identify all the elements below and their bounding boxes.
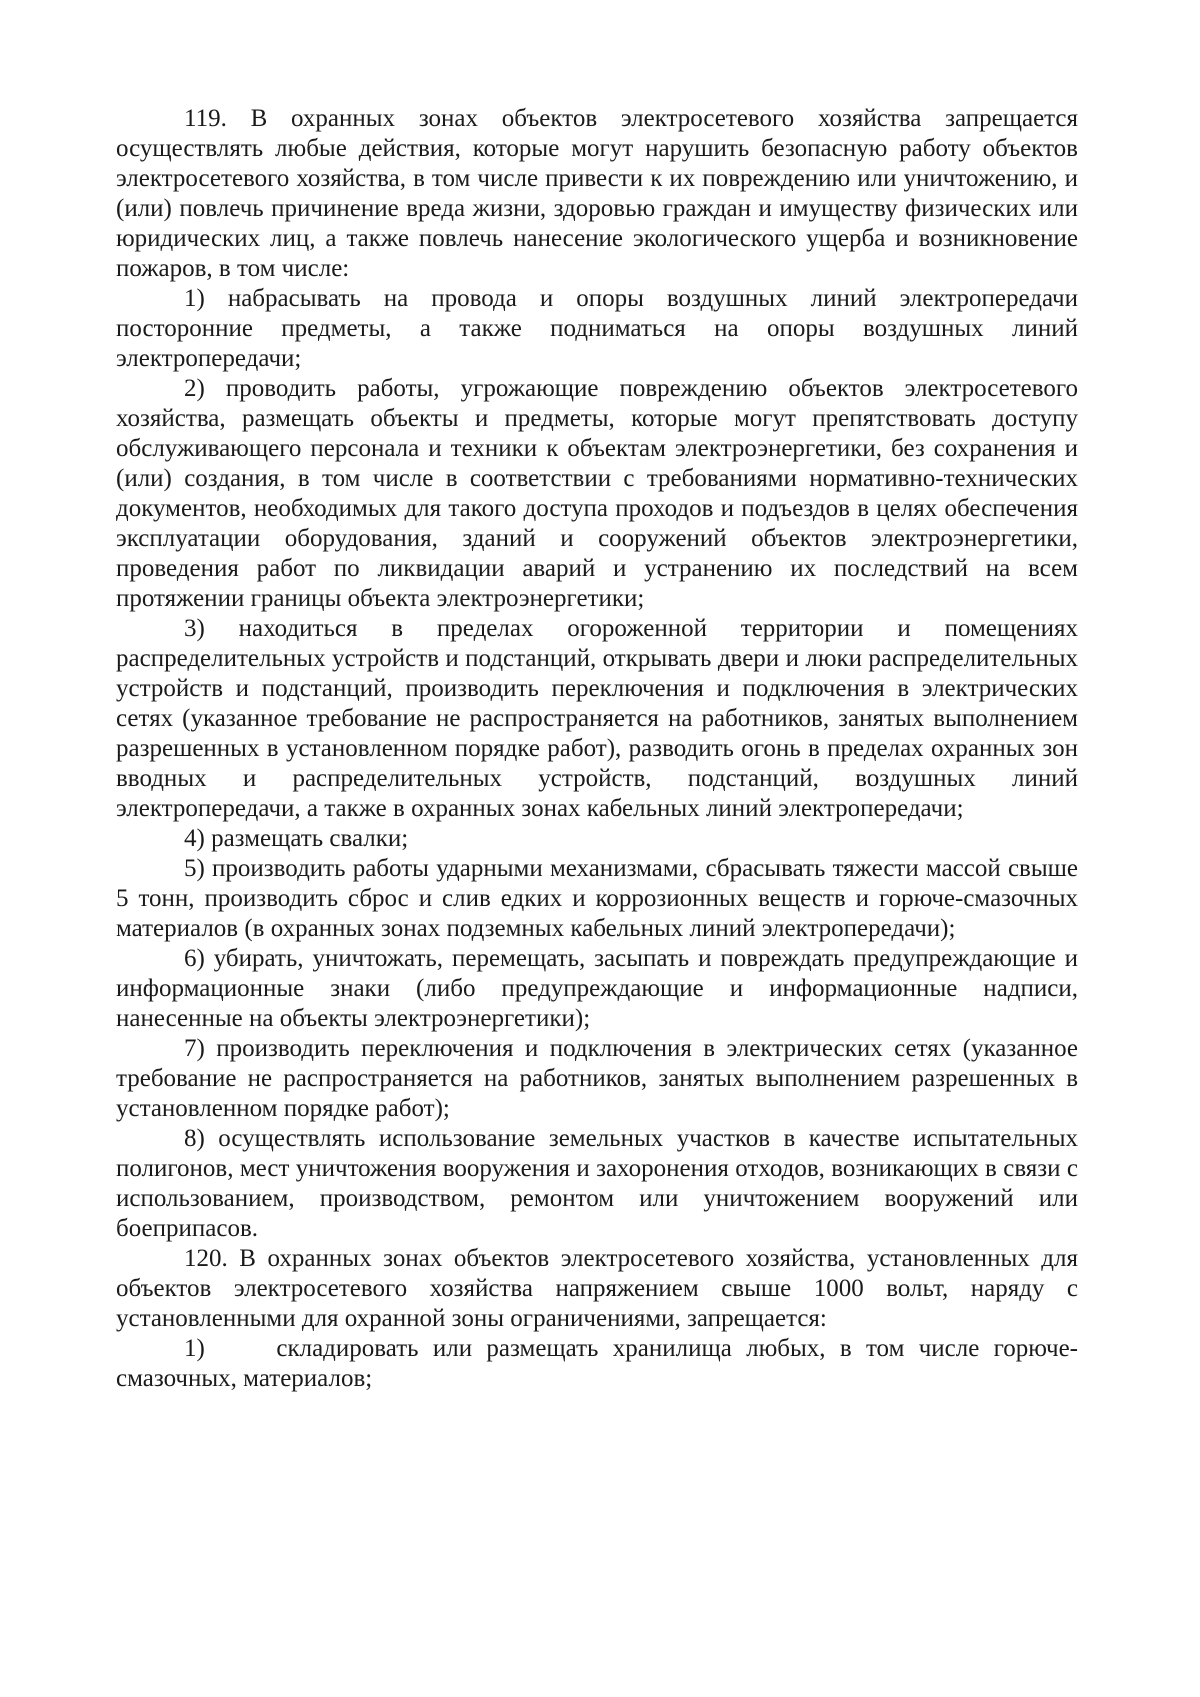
list-item-5: 5) производить работы ударными механизмами, сбрасывать тяжести массой свыше 5 тонн, производить сброс и слив едких и коррозионных веществ и горюче-смазочных материалов (в охранных зонах подземных кабельных линий электропередачи);: [116, 855, 1078, 942]
list-item-4: 4) размещать свалки;: [184, 825, 409, 852]
list-item-120-1: 1) складировать или размещать хранилища любых, в том числе горюче-смазочных, материалов;: [116, 1335, 1078, 1392]
list-item-3: 3) находиться в пределах огороженной территории и помещениях распределительных устройств и подстанций, открывать двери и люки распределительных устройств и подстанций, производить переключения и подключения в электрических сетях (указанное требование не распространяется на работников, занятых выполнением разрешенных в установленном порядке работ), разводить огонь в пределах охранных зон вводных и распределительных устройств, подстанций, воздушных линий электропередачи, а также в охранных зонах кабельных линий электропередачи;: [116, 615, 1078, 822]
list-item-2: 2) проводить работы, угрожающие повреждению объектов электросетевого хозяйства, размещать объекты и предметы, которые могут препятствовать доступу обслуживающего персонала и техники к объектам электроэнергетики, без сохранения и (или) создания, в том числе в соответствии с требованиями нормативно-технических документов, необходимых для такого доступа проходов и подъездов в целях обеспечения эксплуатации оборудования, зданий и сооружений объектов электроэнергетики, проведения работ по ликвидации аварий и устранению их последствий на всем протяжении границы объекта электроэнергетики;: [116, 375, 1078, 612]
list-item-6: 6) убирать, уничтожать, перемещать, засыпать и повреждать предупреждающие и информационные знаки (либо предупреждающие и информационные надписи, нанесенные на объекты электроэнергетики);: [116, 945, 1078, 1032]
paragraph-120-intro: 120. В охранных зонах объектов электросетевого хозяйства, установленных для объектов электросетевого хозяйства напряжением свыше 1000 вольт, наряду с установленными для охранной зоны ограничениями, запрещается:: [116, 1245, 1078, 1332]
document-page: [116, 104, 1078, 1394]
paragraph-119-intro: 119. В охранных зонах объектов электросетевого хозяйства запрещается осуществлять любые действия, которые могут нарушить безопасную работу объектов электросетевого хозяйства, в том числе привести к их повреждению или уничтожению, и (или) повлечь причинение вреда жизни, здоровью граждан и имуществу физических или юридических лиц, а также повлечь нанесение экологического ущерба и возникновение пожаров, в том числе:: [116, 105, 1078, 282]
list-item-7: 7) производить переключения и подключения в электрических сетях (указанное требование не распространяется на работников, занятых выполнением разрешенных в установленном порядке работ);: [116, 1035, 1078, 1122]
list-item-8: 8) осуществлять использование земельных участков в качестве испытательных полигонов, мест уничтожения вооружения и захоронения отходов, возникающих в связи с использованием, производством, ремонтом или уничтожением вооружений или боеприпасов.: [116, 1125, 1078, 1242]
list-item-1: 1) набрасывать на провода и опоры воздушных линий электропередачи посторонние предметы, а также подниматься на опоры воздушных линий электропередачи;: [116, 285, 1078, 372]
